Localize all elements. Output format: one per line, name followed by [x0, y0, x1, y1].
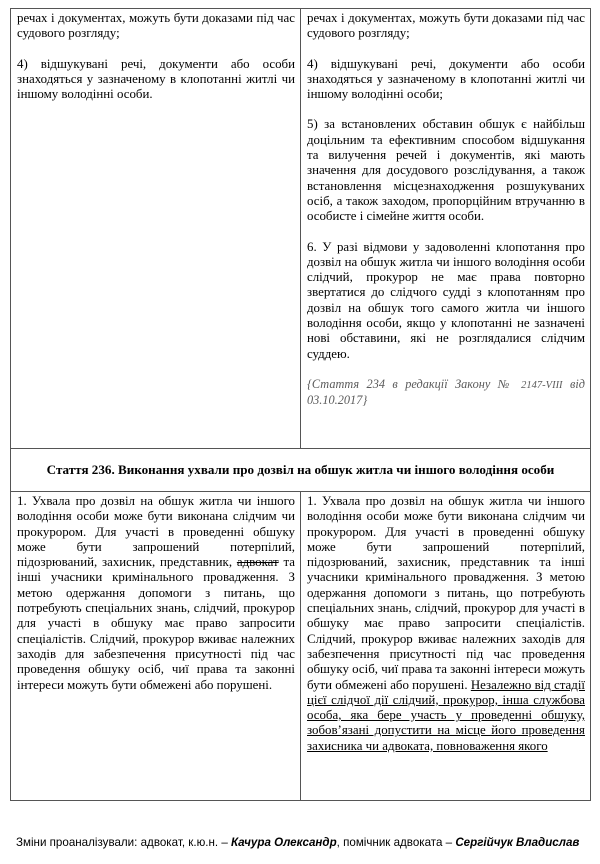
table-row: [11, 9, 591, 449]
paragraph: 5) за встановлених обставин обшук є найбільш доцільним та ефективним способом відшукання та вилучення речей і документів, які мають значення для досудового розслідування, а також встановлення місцезнаходження розшукуваних осіб, а також заходом, пропорційним втручанню в особисте і сімейне життя особи.: [307, 117, 585, 224]
text-fragment: 1. Ухвала про дозвіл на обшук житла чи іншого володіння особи може бути виконана слідчим чи прокурором. Для участі в проведенні обшуку може бути запрошений потерпілий, підозрюваний, захисник, представник,: [17, 494, 295, 570]
reference-text: {Стаття 234 в редакції Закону №: [307, 376, 522, 391]
paragraph: 4) відшукувані речі, документи або особи знаходяться у зазначеному в клопотанні житлі чи іншому володінні особи;: [307, 56, 585, 102]
right-cell-new-version: [301, 492, 591, 801]
underlined-text: Незалежно від стадії цієї слідчої дії слідчий, прокурор, інша службова особа, яка бере участь у проведенні обшуку, зобов’язані допустити на місце його проведення захисника чи адвоката, повноваження якого: [307, 677, 585, 753]
text-fragment: та інші учасники кримінального провадження. З метою одержання допомоги з питань, що потребують спеціальних знань, слідчий, прокурор для участі в обшуку має право запросити спеціалістів. Слідчий, прокурор вживає належних заходів для забезпечення присутності під час проведення обшуку осіб, чиї права та законні інтереси можуть бути обмежені або порушені.: [17, 555, 295, 692]
right-cell-new-version: [301, 9, 591, 449]
footer-text: , помічник адвоката –: [336, 836, 456, 849]
left-cell-old-version: [11, 492, 301, 801]
paragraph: речах і документах, можуть бути доказами під час судового розгляду;: [307, 11, 585, 41]
article-heading-cell: [11, 449, 591, 492]
comparison-table: [10, 8, 591, 801]
table-row: [11, 449, 591, 492]
table-row: [11, 492, 591, 801]
law-number-link[interactable]: 2147-VIII: [521, 379, 563, 391]
footer-credits: [16, 836, 596, 849]
left-cell-old-version: [11, 9, 301, 449]
paragraph: [307, 494, 585, 754]
struck-text: адвокат: [236, 555, 279, 570]
footer-text: Зміни проаналізували: адвокат, к.ю.н. –: [16, 836, 232, 849]
text-fragment: 1. Ухвала про дозвіл на обшук житла чи іншого володіння особи може бути виконана слідчим чи прокурором. Для участі в проведенні обшуку може бути запрошений потерпілий, підозрюваний, захисник, представник та інші учасники кримінального провадження. З метою одержання допомоги з питань, що потребують спеціальних знань, слідчий, прокурор для участі в обшуку має право запросити спеціалістів. Слідчий, прокурор вживає належних заходів для забезпечення присутності під час проведення обшуку осіб, чиї права та законні інтереси можуть бути обмежені або порушені.: [307, 494, 585, 692]
assistant-name: Сергійчук Владислав: [455, 836, 580, 849]
article-heading: Стаття 236. Виконання ухвали про дозвіл на обшук житла чи іншого володіння особи: [46, 462, 555, 477]
paragraph: 4) відшукувані речі, документи або особи знаходяться у зазначеному в клопотанні житлі чи іншому володінні особи.: [17, 56, 295, 102]
paragraph: 6. У разі відмови у задоволенні клопотання про дозвіл на обшук житла чи іншого володіння особи слідчий, прокурор не має права повторно звертатися до слідчого судді з клопотанням про дозвіл на обшук того самого житла чи іншого володіння особи, якщо у клопотанні не зазначені нові обставини, які не розглядалися слідчим суддею.: [307, 239, 585, 361]
paragraph: [17, 494, 295, 693]
law-reference: [307, 377, 585, 408]
author-name: Качура Олександр: [231, 836, 337, 849]
paragraph: речах і документах, можуть бути доказами під час судового розгляду;: [17, 11, 295, 41]
reference-text: від 03.10.2017}: [307, 376, 585, 407]
